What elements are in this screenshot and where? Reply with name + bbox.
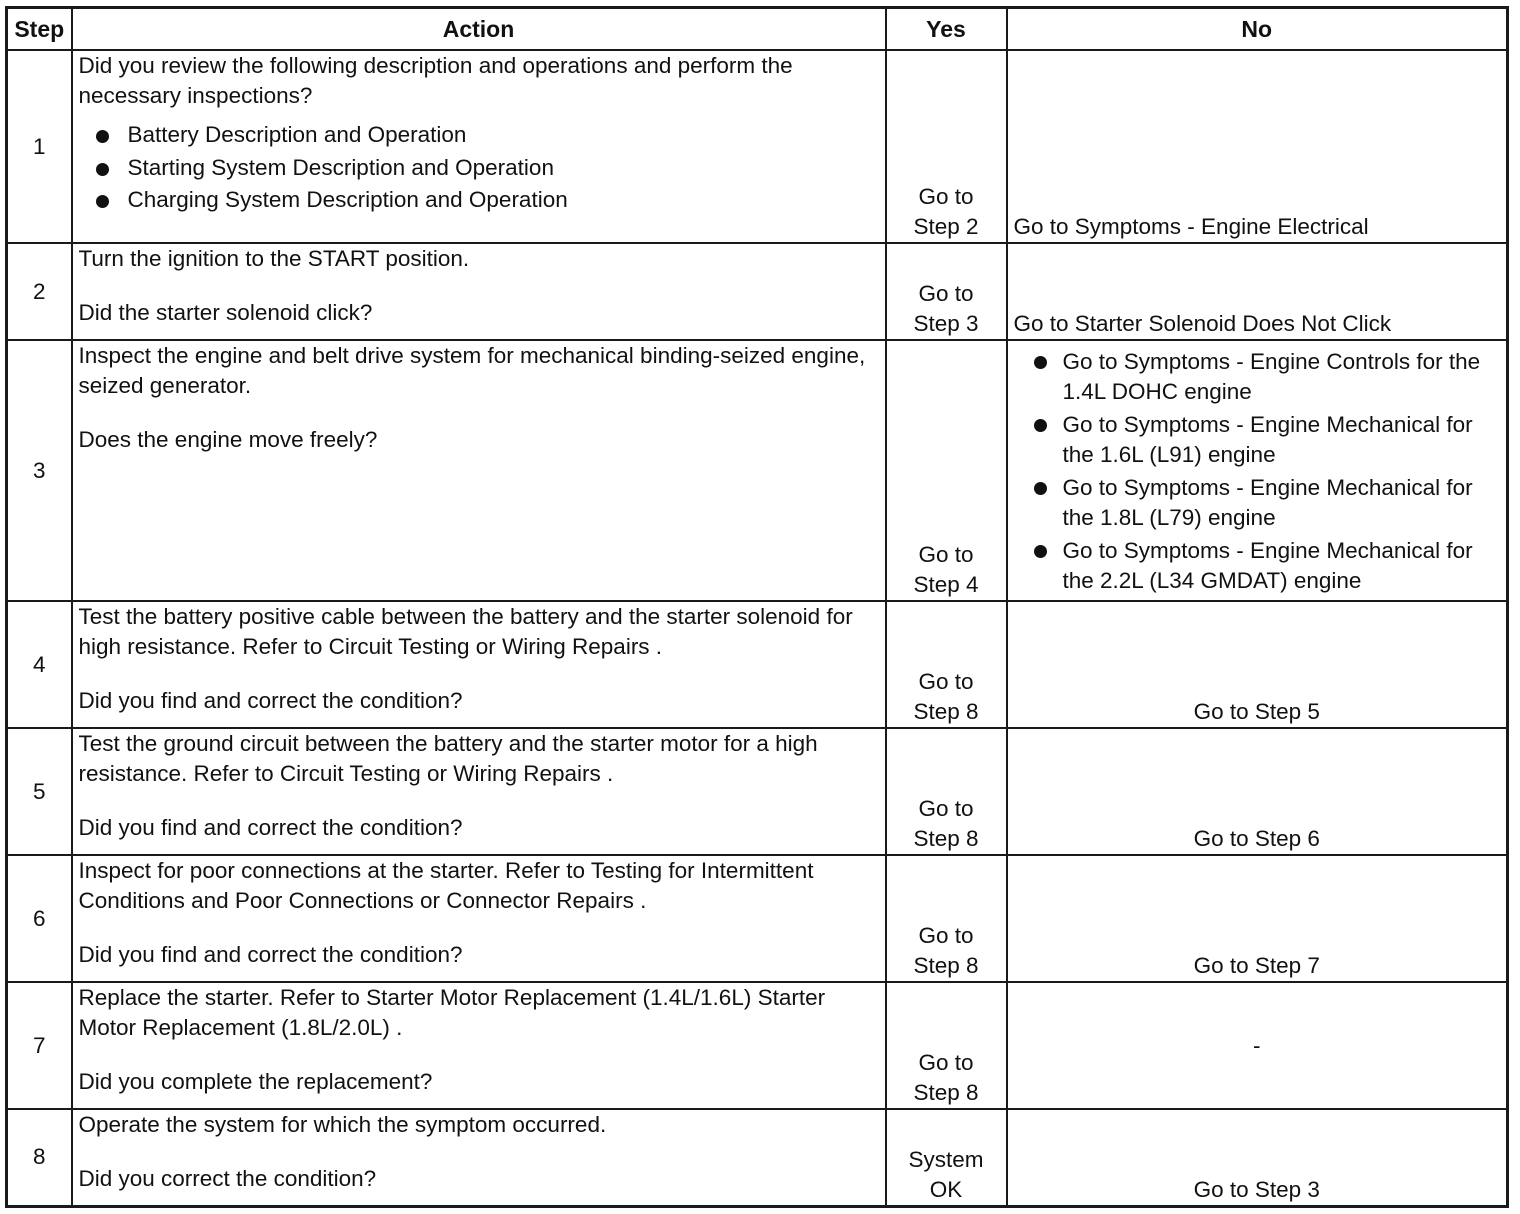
no-cell [1007, 340, 1508, 601]
bullet-icon [96, 195, 109, 208]
yes-line-1: Go to [918, 281, 974, 306]
list-item [1014, 536, 1501, 596]
yes-cell [886, 243, 1007, 340]
list-item [79, 152, 879, 185]
table-row [7, 855, 1508, 982]
no-cell: Go to Step 5 [1007, 601, 1508, 728]
yes-line-2: OK [929, 1176, 963, 1202]
list-item [1014, 410, 1501, 470]
yes-line-1: Go to [918, 184, 974, 209]
table-row [7, 601, 1508, 728]
bullet-text: Go to Symptoms - Engine Controls for the 1.4L DOHC engine [1062, 349, 1481, 404]
table-row [7, 50, 1508, 243]
yes-line-1: Go to [918, 923, 974, 948]
action-question: Did you find and correct the condition? [78, 942, 463, 967]
table-row [7, 728, 1508, 855]
no-cell: Go to Step 3 [1007, 1109, 1508, 1206]
bullet-text: Go to Symptoms - Engine Mechanical for the 1.6L (L91) engine [1062, 412, 1473, 467]
no-cell: Go to Symptoms - Engine Electrical [1007, 50, 1508, 243]
action-cell [72, 243, 886, 340]
action-cell [72, 1109, 886, 1206]
action-instruction: Operate the system for which the symptom occurred. [78, 1112, 607, 1137]
yes-line-2: Step 2 [913, 214, 979, 239]
step-number: 8 [7, 1109, 72, 1206]
action-instruction: Replace the starter. Refer to Starter Motor Replacement (1.4L/1.6L) Starter Motor Replacement (1.8L/2.0L) . [78, 985, 826, 1040]
action-question: Did you complete the replacement? [78, 1069, 433, 1094]
yes-line-2: Step 4 [913, 572, 979, 597]
yes-line-1: Go to [918, 1050, 974, 1075]
spacer [79, 274, 879, 298]
no-cell: - [1007, 982, 1508, 1109]
diagnostic-table [5, 6, 1509, 1208]
bullet-text: Battery Description and Operation [127, 122, 467, 147]
action-question: Did the starter solenoid click? [78, 300, 373, 325]
table-row [7, 340, 1508, 601]
bullet-icon [96, 163, 109, 176]
action-question: Did you find and correct the condition? [78, 815, 463, 840]
yes-line-2: Step 8 [913, 826, 979, 851]
yes-line-1: Go to [918, 542, 974, 567]
no-cell: Go to Starter Solenoid Does Not Click [1007, 243, 1508, 340]
yes-line-1: System [908, 1146, 984, 1172]
bullet-text: Starting System Description and Operation [127, 154, 554, 180]
yes-cell [886, 1109, 1007, 1206]
action-cell [72, 601, 886, 728]
bullet-icon [96, 130, 109, 143]
header-row [7, 8, 1508, 51]
list-item [79, 119, 879, 152]
step-number: 7 [7, 982, 72, 1109]
no-bullet-list [1014, 347, 1501, 596]
yes-cell [886, 855, 1007, 982]
action-question: Did you correct the condition? [78, 1166, 377, 1191]
bullet-text: Go to Symptoms - Engine Mechanical for the 2.2L (L34 GMDAT) engine [1062, 538, 1473, 593]
step-number: 2 [7, 243, 72, 340]
yes-cell [886, 728, 1007, 855]
no-cell: Go to Step 7 [1007, 855, 1508, 982]
step-number: 3 [7, 340, 72, 601]
step-number: 1 [7, 50, 72, 243]
step-number: 4 [7, 601, 72, 728]
yes-line-2: Step 8 [913, 699, 979, 724]
spacer [79, 662, 879, 686]
bullet-text: Go to Symptoms - Engine Mechanical for the 1.8L (L79) engine [1062, 475, 1473, 530]
spacer [79, 789, 879, 813]
spacer [79, 401, 879, 425]
yes-line-2: Step 8 [913, 953, 979, 978]
bullet-icon [1034, 545, 1047, 558]
list-item [79, 184, 879, 217]
step-number: 5 [7, 728, 72, 855]
bullet-icon [1034, 419, 1047, 432]
action-cell [72, 855, 886, 982]
table-row [7, 243, 1508, 340]
action-question: Does the engine move freely? [78, 427, 378, 452]
yes-cell [886, 340, 1007, 601]
action-instruction: Test the ground circuit between the battery and the starter motor for a high resistance. Refer to Circuit Testing or Wiring Repairs . [78, 731, 818, 786]
action-cell [72, 982, 886, 1109]
action-cell [72, 340, 886, 601]
action-instruction: Test the battery positive cable between the battery and the starter solenoid for high resistance. Refer to Circuit Testing or Wiring Repairs . [78, 604, 853, 659]
spacer [79, 916, 879, 940]
yes-line-2: Step 8 [913, 1080, 979, 1105]
header-yes: Yes [886, 8, 1007, 51]
action-instruction: Inspect for poor connections at the starter. Refer to Testing for Intermittent Conditions and Poor Connections or Connector Repairs . [78, 858, 814, 913]
yes-cell [886, 601, 1007, 728]
bullet-icon [1034, 482, 1047, 495]
yes-cell [886, 982, 1007, 1109]
action-instruction: Inspect the engine and belt drive system for mechanical binding-seized engine, seized generator. [78, 343, 866, 398]
yes-line-1: Go to [918, 669, 974, 694]
no-cell: Go to Step 6 [1007, 728, 1508, 855]
action-question: Did you find and correct the condition? [78, 688, 463, 713]
spacer [79, 1140, 879, 1164]
action-cell [72, 728, 886, 855]
diagnostic-table-page [5, 6, 1509, 1207]
header-step: Step [7, 8, 72, 51]
action-question: Did you review the following description and operations and perform the necessary inspections? [78, 53, 793, 108]
bullet-text: Charging System Description and Operation [127, 187, 568, 212]
action-instruction: Turn the ignition to the START position. [78, 246, 470, 271]
header-no: No [1007, 8, 1508, 51]
step-number: 6 [7, 855, 72, 982]
header-action: Action [72, 8, 886, 51]
spacer [79, 1043, 879, 1067]
list-item [1014, 473, 1501, 533]
yes-line-1: Go to [918, 796, 974, 821]
bullet-icon [1034, 356, 1047, 369]
yes-line-2: Step 3 [913, 311, 979, 336]
table-row [7, 1109, 1508, 1206]
action-bullet-list [79, 119, 879, 217]
yes-cell [886, 50, 1007, 243]
list-item [1014, 347, 1501, 407]
action-cell [72, 50, 886, 243]
table-row [7, 982, 1508, 1109]
